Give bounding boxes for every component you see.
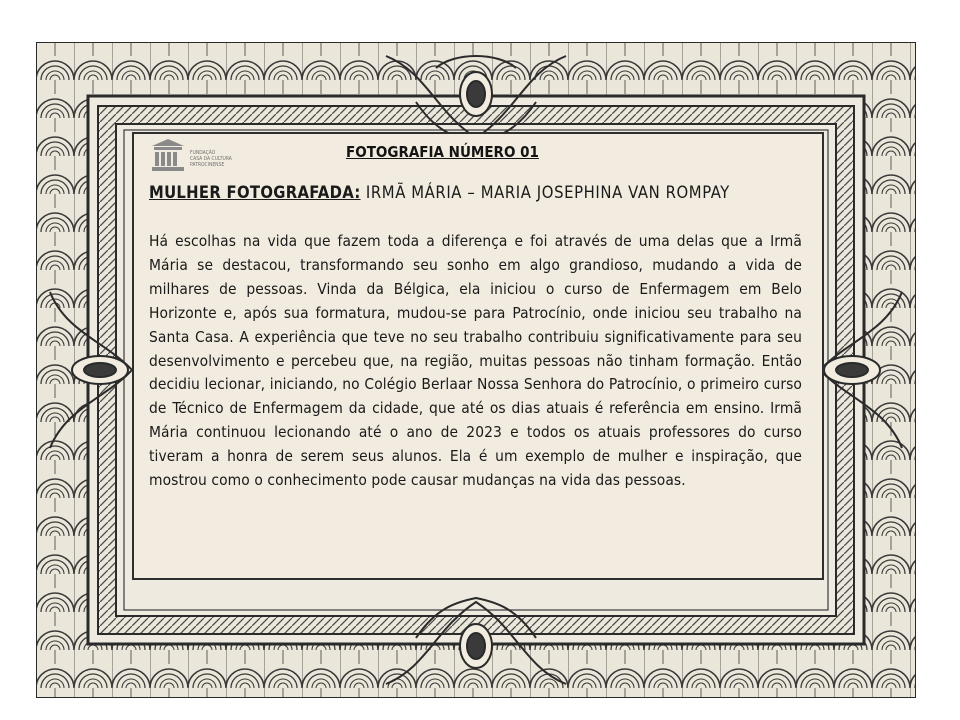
biography-paragraph: Há escolhas na vida que fazem toda a diferença e foi através de uma delas que a Irmã Mária se destacou, transformando seu sonho em algo grandioso, mudando a vida de milhares de pessoas. Vinda da Bélgica, ela iniciou o curso de Enfermagem em Belo Horizonte e, após sua formatura, mudou-se para Patrocínio, onde iniciou seu trabalho na Santa Casa. A experiência que teve no seu trabalho contribuiu significativamente para seu desenvolvimento e percebeu que, na região, muitas pessoas não tinham formação. Então decidiu lecionar, iniciando, no Colégio Berlaar Nossa Senhora do Patrocínio, o primeiro curso de Técnico de Enfermagem da cidade, que até os dias atuais é referência em ensino. Irmã Mária continuou lecionando até o ano de 2023 e todos os atuais professores do curso tiveram a honra de serem seus alunos. Ela é um exemplo de mulher e inspiração, que mostrou como o conhecimento pode causar mudanças na vida das pessoas. [149, 232, 802, 490]
logo-text [190, 150, 232, 168]
subject-label: MULHER FOTOGRAFADA: [149, 183, 361, 202]
logo-line-1: FUNDAÇÃO [190, 150, 216, 156]
subject-name: IRMÃ MÁRIA – MARIA JOSEPHINA VAN ROMPAY [365, 183, 730, 202]
subject-line [149, 180, 802, 205]
logo-line-3: PATROCINENSE [190, 162, 225, 168]
logo-line-2: CASA DA CULTURA [190, 156, 232, 162]
page-title: FOTOGRAFIA NÚMERO 01 [346, 143, 539, 161]
